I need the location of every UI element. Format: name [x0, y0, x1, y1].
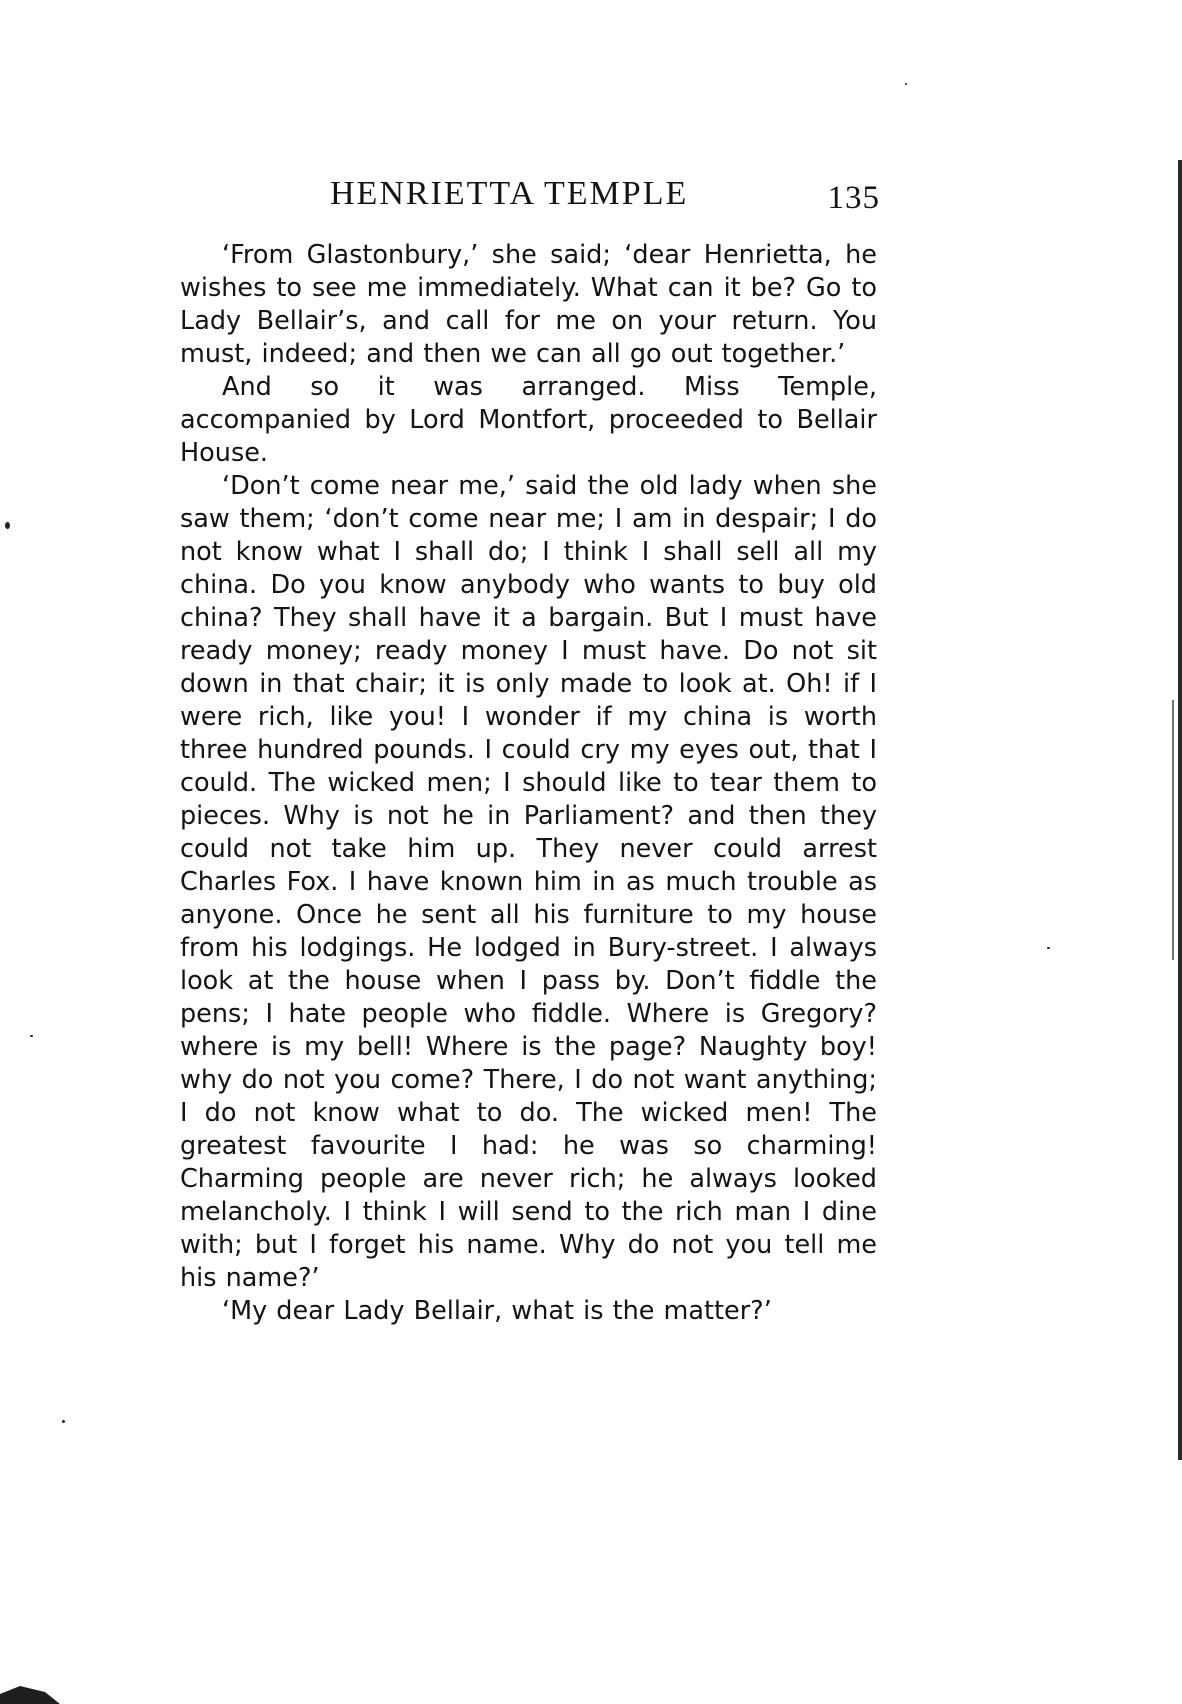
page-number: 135: [827, 180, 880, 216]
corner-smudge: [0, 1664, 70, 1704]
ink-speck: [62, 1420, 65, 1423]
paragraph: ‘From Glastonbury,’ she said; ‘dear Henrietta, he wishes to see me immediately. What can it be? Go to Lady Bellair’s, and call for me on your return. You must, indeed; and then we can all go out together.’: [180, 240, 877, 369]
page-binding-edge: [1178, 160, 1182, 1460]
running-head: [180, 172, 880, 216]
running-title: HENRIETTA TEMPLE: [330, 175, 689, 212]
paragraph: ‘Don’t come near me,’ said the old lady when she saw them; ‘don’t come near me; I am in despair; I do not know what I shall do; I think I shall sell all my china. Do you know anybody who wants to buy old china? They shall have it a bargain. But I must have ready money; ready money I must have. Do not sit down in that chair; it is only made to look at. Oh! if I were rich, like you! I wonder if my china is worth three hundred pounds. I could cry my eyes out, that I could. The wicked men; I should like to tear them to pieces. Why is not he in Parliament? and then they could not take him up. They never could arrest Charles Fox. I have known him in as much trouble as anyone. Once he sent all his furniture to my house from his lodgings. He lodged in Bury-street. I always look at the house when I pass by. Don’t fiddle the pens; I hate people who fiddle. Where is Gregory? where is my bell! Where is the page? Naughty boy! why do not you come? There, I do not want anything; I do not know what to do. The wicked men! The greatest favourite I had: he was so charming! Charming people are never rich; he always looked melancholy. I think I will send to the rich man I dine with; but I forget his name. Why do not you tell me his name?’: [180, 471, 877, 1293]
page-binding-shadow: [1172, 700, 1174, 960]
ink-speck: [5, 522, 10, 529]
paragraph: ‘My dear Lady Bellair, what is the matter?’: [222, 1296, 772, 1326]
ink-speck: [905, 83, 907, 85]
ink-speck: [1047, 947, 1050, 949]
ink-speck: [30, 1035, 33, 1037]
paragraph: And so it was arranged. Miss Temple, accompanied by Lord Montfort, proceeded to Bellair House.: [180, 372, 877, 468]
body-text: [180, 239, 877, 1328]
